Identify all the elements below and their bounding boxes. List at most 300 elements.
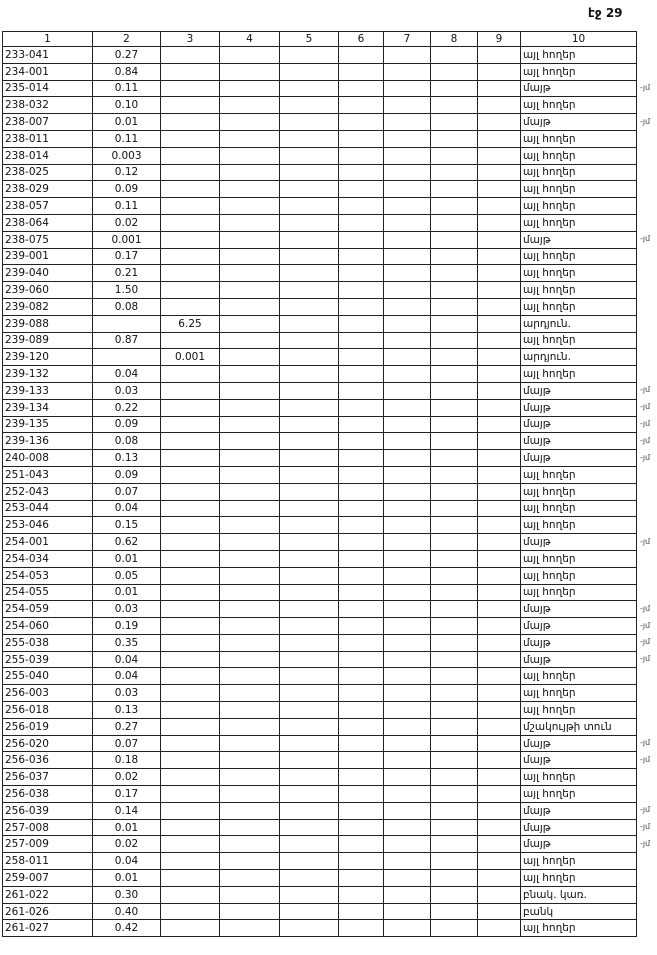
empty-cell xyxy=(220,517,280,534)
empty-cell xyxy=(431,702,478,719)
empty-cell xyxy=(280,534,339,551)
empty-cell xyxy=(339,651,384,668)
column-3-value-cell xyxy=(161,534,220,551)
empty-cell xyxy=(339,450,384,467)
parcel-code-cell: 254-055 xyxy=(3,584,93,601)
margin-mark: -յմ xyxy=(640,654,651,664)
empty-cell xyxy=(339,618,384,635)
parcel-code-cell: 256-039 xyxy=(3,802,93,819)
land-type-cell: այլ հողեր xyxy=(521,282,637,299)
margin-mark: -յմ xyxy=(640,738,651,748)
area-value-cell: 0.04 xyxy=(93,366,161,383)
empty-cell xyxy=(478,483,521,500)
empty-cell xyxy=(220,382,280,399)
empty-cell xyxy=(384,466,431,483)
empty-cell xyxy=(280,181,339,198)
empty-cell xyxy=(384,198,431,215)
empty-cell xyxy=(384,399,431,416)
parcel-code-cell: 239-134 xyxy=(3,399,93,416)
empty-cell xyxy=(431,567,478,584)
empty-cell xyxy=(339,80,384,97)
empty-cell xyxy=(339,416,384,433)
table-row xyxy=(3,550,637,567)
empty-cell xyxy=(384,752,431,769)
column-3-value-cell xyxy=(161,802,220,819)
area-value-cell: 0.09 xyxy=(93,466,161,483)
empty-cell xyxy=(431,601,478,618)
parcel-code-cell: 256-018 xyxy=(3,702,93,719)
area-value-cell: 0.01 xyxy=(93,114,161,131)
empty-cell xyxy=(339,214,384,231)
empty-cell xyxy=(384,349,431,366)
empty-cell xyxy=(478,500,521,517)
empty-cell xyxy=(384,97,431,114)
empty-cell xyxy=(280,517,339,534)
empty-cell xyxy=(280,450,339,467)
column-3-value-cell xyxy=(161,836,220,853)
empty-cell xyxy=(280,298,339,315)
table-row xyxy=(3,668,637,685)
margin-mark: -յմ xyxy=(640,234,651,244)
empty-cell xyxy=(220,634,280,651)
area-value-cell: 0.03 xyxy=(93,685,161,702)
empty-cell xyxy=(220,550,280,567)
area-value-cell: 0.02 xyxy=(93,836,161,853)
empty-cell xyxy=(431,752,478,769)
area-value-cell: 0.27 xyxy=(93,718,161,735)
area-value-cell: 0.07 xyxy=(93,483,161,500)
empty-cell xyxy=(220,198,280,215)
column-3-value-cell xyxy=(161,618,220,635)
empty-cell xyxy=(339,752,384,769)
empty-cell xyxy=(478,920,521,937)
parcel-code-cell: 239-088 xyxy=(3,315,93,332)
empty-cell xyxy=(431,618,478,635)
empty-cell xyxy=(384,332,431,349)
table-row xyxy=(3,702,637,719)
empty-cell xyxy=(478,231,521,248)
empty-cell xyxy=(384,298,431,315)
land-type-cell: այլ հողեր xyxy=(521,47,637,64)
area-value-cell: 0.30 xyxy=(93,886,161,903)
empty-cell xyxy=(384,214,431,231)
empty-cell xyxy=(220,231,280,248)
empty-cell xyxy=(384,130,431,147)
empty-cell xyxy=(339,534,384,551)
table-row xyxy=(3,450,637,467)
empty-cell xyxy=(384,147,431,164)
empty-cell xyxy=(478,718,521,735)
empty-cell xyxy=(384,886,431,903)
empty-cell xyxy=(431,130,478,147)
empty-cell xyxy=(478,248,521,265)
parcel-code-cell: 252-043 xyxy=(3,483,93,500)
empty-cell xyxy=(339,265,384,282)
area-value-cell: 0.40 xyxy=(93,903,161,920)
table-row xyxy=(3,651,637,668)
parcel-code-cell: 239-120 xyxy=(3,349,93,366)
column-3-value-cell xyxy=(161,550,220,567)
empty-cell xyxy=(478,315,521,332)
empty-cell xyxy=(384,903,431,920)
empty-cell xyxy=(384,567,431,584)
empty-cell xyxy=(478,399,521,416)
margin-mark: -յմ xyxy=(640,536,651,546)
empty-cell xyxy=(280,164,339,181)
area-value-cell: 0.13 xyxy=(93,702,161,719)
area-value-cell: 0.22 xyxy=(93,399,161,416)
margin-mark: -յմ xyxy=(640,402,651,412)
table-row xyxy=(3,147,637,164)
column-3-value-cell xyxy=(161,214,220,231)
empty-cell xyxy=(339,114,384,131)
empty-cell xyxy=(478,819,521,836)
column-3-value-cell xyxy=(161,382,220,399)
empty-cell xyxy=(431,80,478,97)
empty-cell xyxy=(384,47,431,64)
land-type-cell: մայթ xyxy=(521,802,637,819)
land-type-cell: այլ հողեր xyxy=(521,130,637,147)
table-row xyxy=(3,399,637,416)
empty-cell xyxy=(339,920,384,937)
column-header: 1 xyxy=(3,32,93,47)
land-type-cell: այլ հողեր xyxy=(521,685,637,702)
empty-cell xyxy=(431,214,478,231)
column-3-value-cell xyxy=(161,198,220,215)
table-row xyxy=(3,483,637,500)
empty-cell xyxy=(280,836,339,853)
land-type-cell: այլ հողեր xyxy=(521,920,637,937)
empty-cell xyxy=(384,601,431,618)
column-3-value-cell xyxy=(161,819,220,836)
empty-cell xyxy=(220,97,280,114)
empty-cell xyxy=(280,198,339,215)
empty-cell xyxy=(220,282,280,299)
table-row xyxy=(3,466,637,483)
table-row xyxy=(3,382,637,399)
empty-cell xyxy=(339,248,384,265)
column-header: 8 xyxy=(431,32,478,47)
empty-cell xyxy=(220,567,280,584)
area-value-cell: 0.04 xyxy=(93,853,161,870)
parcel-code-cell: 253-046 xyxy=(3,517,93,534)
empty-cell xyxy=(384,164,431,181)
column-3-value-cell: 0.001 xyxy=(161,349,220,366)
parcel-code-cell: 251-043 xyxy=(3,466,93,483)
area-value-cell: 0.09 xyxy=(93,416,161,433)
parcel-code-cell: 239-132 xyxy=(3,366,93,383)
table-row xyxy=(3,886,637,903)
land-type-cell: այլ հողեր xyxy=(521,265,637,282)
table-row xyxy=(3,500,637,517)
empty-cell xyxy=(280,500,339,517)
empty-cell xyxy=(220,500,280,517)
column-3-value-cell xyxy=(161,735,220,752)
empty-cell xyxy=(220,802,280,819)
empty-cell xyxy=(339,399,384,416)
empty-cell xyxy=(220,315,280,332)
column-3-value-cell xyxy=(161,500,220,517)
area-value-cell: 0.14 xyxy=(93,802,161,819)
table-row xyxy=(3,433,637,450)
area-value-cell: 0.15 xyxy=(93,517,161,534)
table-row xyxy=(3,332,637,349)
empty-cell xyxy=(478,198,521,215)
margin-mark: -յմ xyxy=(640,637,651,647)
land-type-cell: մայթ xyxy=(521,601,637,618)
empty-cell xyxy=(478,214,521,231)
empty-cell xyxy=(478,466,521,483)
empty-cell xyxy=(431,382,478,399)
land-type-cell: այլ հողեր xyxy=(521,483,637,500)
land-type-cell: մայթ xyxy=(521,114,637,131)
empty-cell xyxy=(384,618,431,635)
column-3-value-cell xyxy=(161,265,220,282)
column-header: 10 xyxy=(521,32,637,47)
table-row xyxy=(3,752,637,769)
empty-cell xyxy=(280,634,339,651)
empty-cell xyxy=(431,315,478,332)
empty-cell xyxy=(220,886,280,903)
column-3-value-cell xyxy=(161,886,220,903)
parcel-code-cell: 254-059 xyxy=(3,601,93,618)
column-3-value-cell xyxy=(161,769,220,786)
parcel-code-cell: 258-011 xyxy=(3,853,93,870)
empty-cell xyxy=(280,668,339,685)
empty-cell xyxy=(220,63,280,80)
empty-cell xyxy=(220,752,280,769)
table-row xyxy=(3,80,637,97)
empty-cell xyxy=(384,870,431,887)
column-3-value-cell: 6.25 xyxy=(161,315,220,332)
parcel-code-cell: 238-075 xyxy=(3,231,93,248)
empty-cell xyxy=(220,147,280,164)
column-3-value-cell xyxy=(161,282,220,299)
empty-cell xyxy=(280,870,339,887)
empty-cell xyxy=(431,651,478,668)
empty-cell xyxy=(339,886,384,903)
empty-cell xyxy=(220,685,280,702)
column-3-value-cell xyxy=(161,80,220,97)
area-value-cell: 0.12 xyxy=(93,164,161,181)
empty-cell xyxy=(478,282,521,299)
empty-cell xyxy=(431,786,478,803)
area-value-cell: 0.42 xyxy=(93,920,161,937)
parcel-code-cell: 239-135 xyxy=(3,416,93,433)
column-3-value-cell xyxy=(161,718,220,735)
empty-cell xyxy=(384,231,431,248)
empty-cell xyxy=(220,164,280,181)
empty-cell xyxy=(431,97,478,114)
table-row xyxy=(3,231,637,248)
empty-cell xyxy=(384,63,431,80)
parcel-code-cell: 256-019 xyxy=(3,718,93,735)
table-row xyxy=(3,282,637,299)
empty-cell xyxy=(384,769,431,786)
empty-cell xyxy=(339,685,384,702)
empty-cell xyxy=(339,802,384,819)
empty-cell xyxy=(280,366,339,383)
land-type-cell: այլ հողեր xyxy=(521,164,637,181)
margin-mark: -յմ xyxy=(640,838,651,848)
area-value-cell: 0.02 xyxy=(93,769,161,786)
column-3-value-cell xyxy=(161,870,220,887)
empty-cell xyxy=(280,752,339,769)
parcel-code-cell: 239-082 xyxy=(3,298,93,315)
column-3-value-cell xyxy=(161,752,220,769)
land-type-cell: այլ հողեր xyxy=(521,584,637,601)
column-3-value-cell xyxy=(161,181,220,198)
empty-cell xyxy=(431,164,478,181)
area-value-cell: 0.05 xyxy=(93,567,161,584)
margin-mark: -յմ xyxy=(640,805,651,815)
empty-cell xyxy=(280,718,339,735)
empty-cell xyxy=(384,416,431,433)
land-type-cell: մայթ xyxy=(521,450,637,467)
empty-cell xyxy=(384,584,431,601)
empty-cell xyxy=(339,298,384,315)
empty-cell xyxy=(384,685,431,702)
empty-cell xyxy=(220,248,280,265)
column-3-value-cell xyxy=(161,786,220,803)
empty-cell xyxy=(280,802,339,819)
area-value-cell: 0.35 xyxy=(93,634,161,651)
parcel-code-cell: 254-034 xyxy=(3,550,93,567)
empty-cell xyxy=(431,231,478,248)
empty-cell xyxy=(478,63,521,80)
column-3-value-cell xyxy=(161,248,220,265)
area-value-cell: 0.17 xyxy=(93,248,161,265)
table-row xyxy=(3,47,637,64)
column-3-value-cell xyxy=(161,651,220,668)
table-row xyxy=(3,181,637,198)
empty-cell xyxy=(339,584,384,601)
empty-cell xyxy=(478,349,521,366)
parcel-code-cell: 235-014 xyxy=(3,80,93,97)
empty-cell xyxy=(478,130,521,147)
empty-cell xyxy=(339,668,384,685)
land-type-cell: մայթ xyxy=(521,231,637,248)
column-3-value-cell xyxy=(161,450,220,467)
land-type-cell: մայթ xyxy=(521,836,637,853)
column-3-value-cell xyxy=(161,702,220,719)
empty-cell xyxy=(384,382,431,399)
margin-mark: -յմ xyxy=(640,116,651,126)
empty-cell xyxy=(339,718,384,735)
empty-cell xyxy=(339,769,384,786)
land-type-cell: մայթ xyxy=(521,752,637,769)
empty-cell xyxy=(280,147,339,164)
empty-cell xyxy=(431,634,478,651)
empty-cell xyxy=(220,399,280,416)
parcel-code-cell: 255-038 xyxy=(3,634,93,651)
table-row xyxy=(3,836,637,853)
area-value-cell: 0.19 xyxy=(93,618,161,635)
empty-cell xyxy=(478,433,521,450)
empty-cell xyxy=(384,920,431,937)
parcel-code-cell: 255-039 xyxy=(3,651,93,668)
empty-cell xyxy=(339,517,384,534)
area-value-cell: 0.13 xyxy=(93,450,161,467)
empty-cell xyxy=(280,332,339,349)
parcel-code-cell: 261-022 xyxy=(3,886,93,903)
empty-cell xyxy=(220,80,280,97)
column-3-value-cell xyxy=(161,920,220,937)
column-3-value-cell xyxy=(161,584,220,601)
empty-cell xyxy=(384,735,431,752)
table-row xyxy=(3,63,637,80)
column-3-value-cell xyxy=(161,685,220,702)
data-table xyxy=(2,31,637,937)
parcel-code-cell: 257-009 xyxy=(3,836,93,853)
empty-cell xyxy=(280,903,339,920)
area-value-cell: 0.87 xyxy=(93,332,161,349)
empty-cell xyxy=(339,315,384,332)
empty-cell xyxy=(339,198,384,215)
empty-cell xyxy=(220,853,280,870)
column-3-value-cell xyxy=(161,903,220,920)
column-3-value-cell xyxy=(161,517,220,534)
empty-cell xyxy=(384,786,431,803)
empty-cell xyxy=(384,450,431,467)
column-3-value-cell xyxy=(161,130,220,147)
land-type-cell: մայթ xyxy=(521,735,637,752)
empty-cell xyxy=(280,685,339,702)
empty-cell xyxy=(431,802,478,819)
empty-cell xyxy=(431,870,478,887)
empty-cell xyxy=(280,63,339,80)
empty-cell xyxy=(339,634,384,651)
empty-cell xyxy=(478,853,521,870)
area-value-cell: 0.09 xyxy=(93,181,161,198)
empty-cell xyxy=(431,47,478,64)
parcel-code-cell: 256-003 xyxy=(3,685,93,702)
empty-cell xyxy=(478,47,521,64)
land-type-cell: այլ հողեր xyxy=(521,550,637,567)
empty-cell xyxy=(220,702,280,719)
table-row xyxy=(3,349,637,366)
empty-cell xyxy=(280,886,339,903)
land-type-cell: այլ հողեր xyxy=(521,769,637,786)
empty-cell xyxy=(431,349,478,366)
column-header: 9 xyxy=(478,32,521,47)
empty-cell xyxy=(280,214,339,231)
empty-cell xyxy=(431,836,478,853)
land-type-cell: բնակ. կառ. xyxy=(521,886,637,903)
empty-cell xyxy=(220,466,280,483)
empty-cell xyxy=(384,517,431,534)
parcel-code-cell: 238-029 xyxy=(3,181,93,198)
empty-cell xyxy=(280,349,339,366)
empty-cell xyxy=(339,786,384,803)
empty-cell xyxy=(220,483,280,500)
empty-cell xyxy=(339,366,384,383)
area-value-cell: 0.84 xyxy=(93,63,161,80)
empty-cell xyxy=(478,903,521,920)
empty-cell xyxy=(384,265,431,282)
parcel-code-cell: 239-040 xyxy=(3,265,93,282)
table-row xyxy=(3,903,637,920)
column-3-value-cell xyxy=(161,366,220,383)
empty-cell xyxy=(384,651,431,668)
empty-cell xyxy=(431,466,478,483)
empty-cell xyxy=(220,718,280,735)
empty-cell xyxy=(220,903,280,920)
empty-cell xyxy=(431,181,478,198)
land-type-cell: այլ հողեր xyxy=(521,147,637,164)
empty-cell xyxy=(280,819,339,836)
parcel-code-cell: 239-133 xyxy=(3,382,93,399)
